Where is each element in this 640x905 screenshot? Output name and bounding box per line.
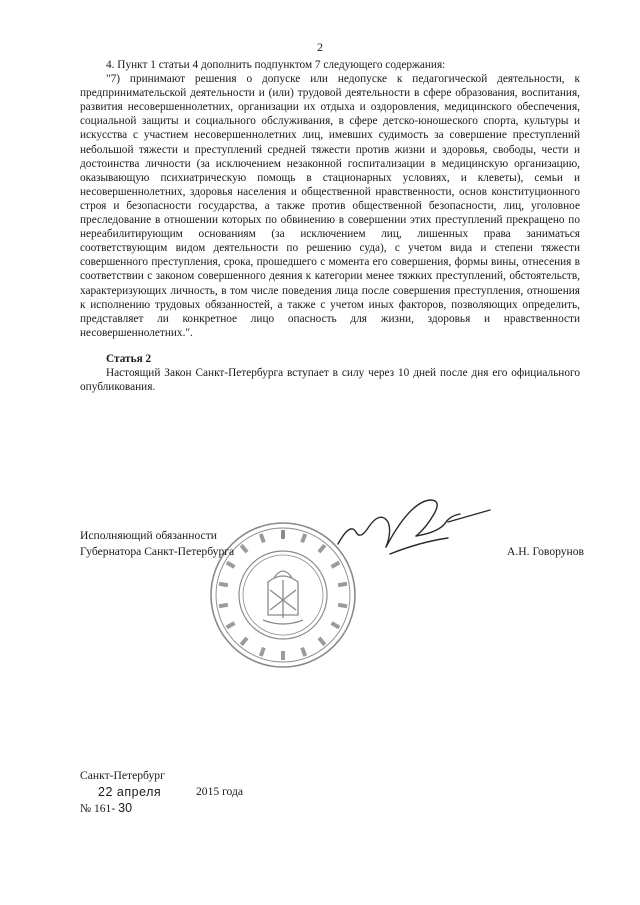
article2-text: Настоящий Закон Санкт-Петербурга вступает в силу через 10 дней после дня его официального опубликования. xyxy=(80,366,580,394)
signatory-position-line1: Исполняющий обязанности xyxy=(80,529,217,542)
signatory-position-line2: Губернатора Санкт-Петербурга xyxy=(80,545,235,558)
signatory-name: А.Н. Говорунов xyxy=(507,545,585,558)
item4-quote: "7) принимают решения о допуске или недопуске к педагогической деятельности, к предпринимательской деятельности и (или) трудовой деятельности в сфере образования, воспитания, развития несовершеннолетних, организации их отдыха и оздоровления, медицинского обеспечения, социальной защиты и социального обслуживания, в сфере детско-юношеского спорта, культуры и искусства с участием несовершеннолетних лиц, имевших судимость за совершение преступлений небольшой тяжести и преступлений средней тяжести против жизни и здоровья, свободы, чести и достоинства личности (за исключением незаконной госпитализации в медицинскую организацию, оказывающую психиатрическую помощь в стационарных условиях, и клеветы), семьи и несовершеннолетних, здоровья населения и общественной нравственности, основ конституционного строя и безопасности государства, а также против общественной безопасности, лиц, уголовное преследование в отношении которых по обвинению в совершении этих преступлений прекращено по нереабилитирующим основаниям (за исключением лиц, лишенных права заниматься соответствующим видом деятельности по решению суда), с учетом вида и степени тяжести совершенного преступления, срока, прошедшего с момента его совершения, формы вины, отнесения в соответствии с законом совершенного деяния к категории менее тяжких преступлений, обстоятельств, характеризующих личность, в том числе поведения лица после совершения преступления, отношения к исполнению трудовых обязанностей, а также с учетом иных факторов, позволяющих определить, представляет ли конкретное лицо опасность для жизни, здоровья и нравственности несовершеннолетних.". xyxy=(80,73,580,339)
footer-law-number xyxy=(80,800,300,817)
footer-number-prefix: № 161- xyxy=(80,802,116,815)
signatory-position xyxy=(80,528,234,560)
footer-date xyxy=(80,784,300,800)
document-body xyxy=(80,58,580,394)
page-number: 2 xyxy=(317,40,323,54)
footer-number-suffix: 30 xyxy=(118,801,133,815)
handwritten-signature-icon xyxy=(330,492,500,562)
item4-intro: 4. Пункт 1 статьи 4 дополнить подпунктом 7 следующего содержания: xyxy=(106,59,446,71)
article2-title: Статья 2 xyxy=(106,352,152,365)
document-footer xyxy=(80,768,300,817)
footer-city: Санкт-Петербург xyxy=(80,769,165,782)
footer-day-month: 22 апреля xyxy=(98,785,162,799)
footer-year: 2015 года xyxy=(196,785,244,798)
